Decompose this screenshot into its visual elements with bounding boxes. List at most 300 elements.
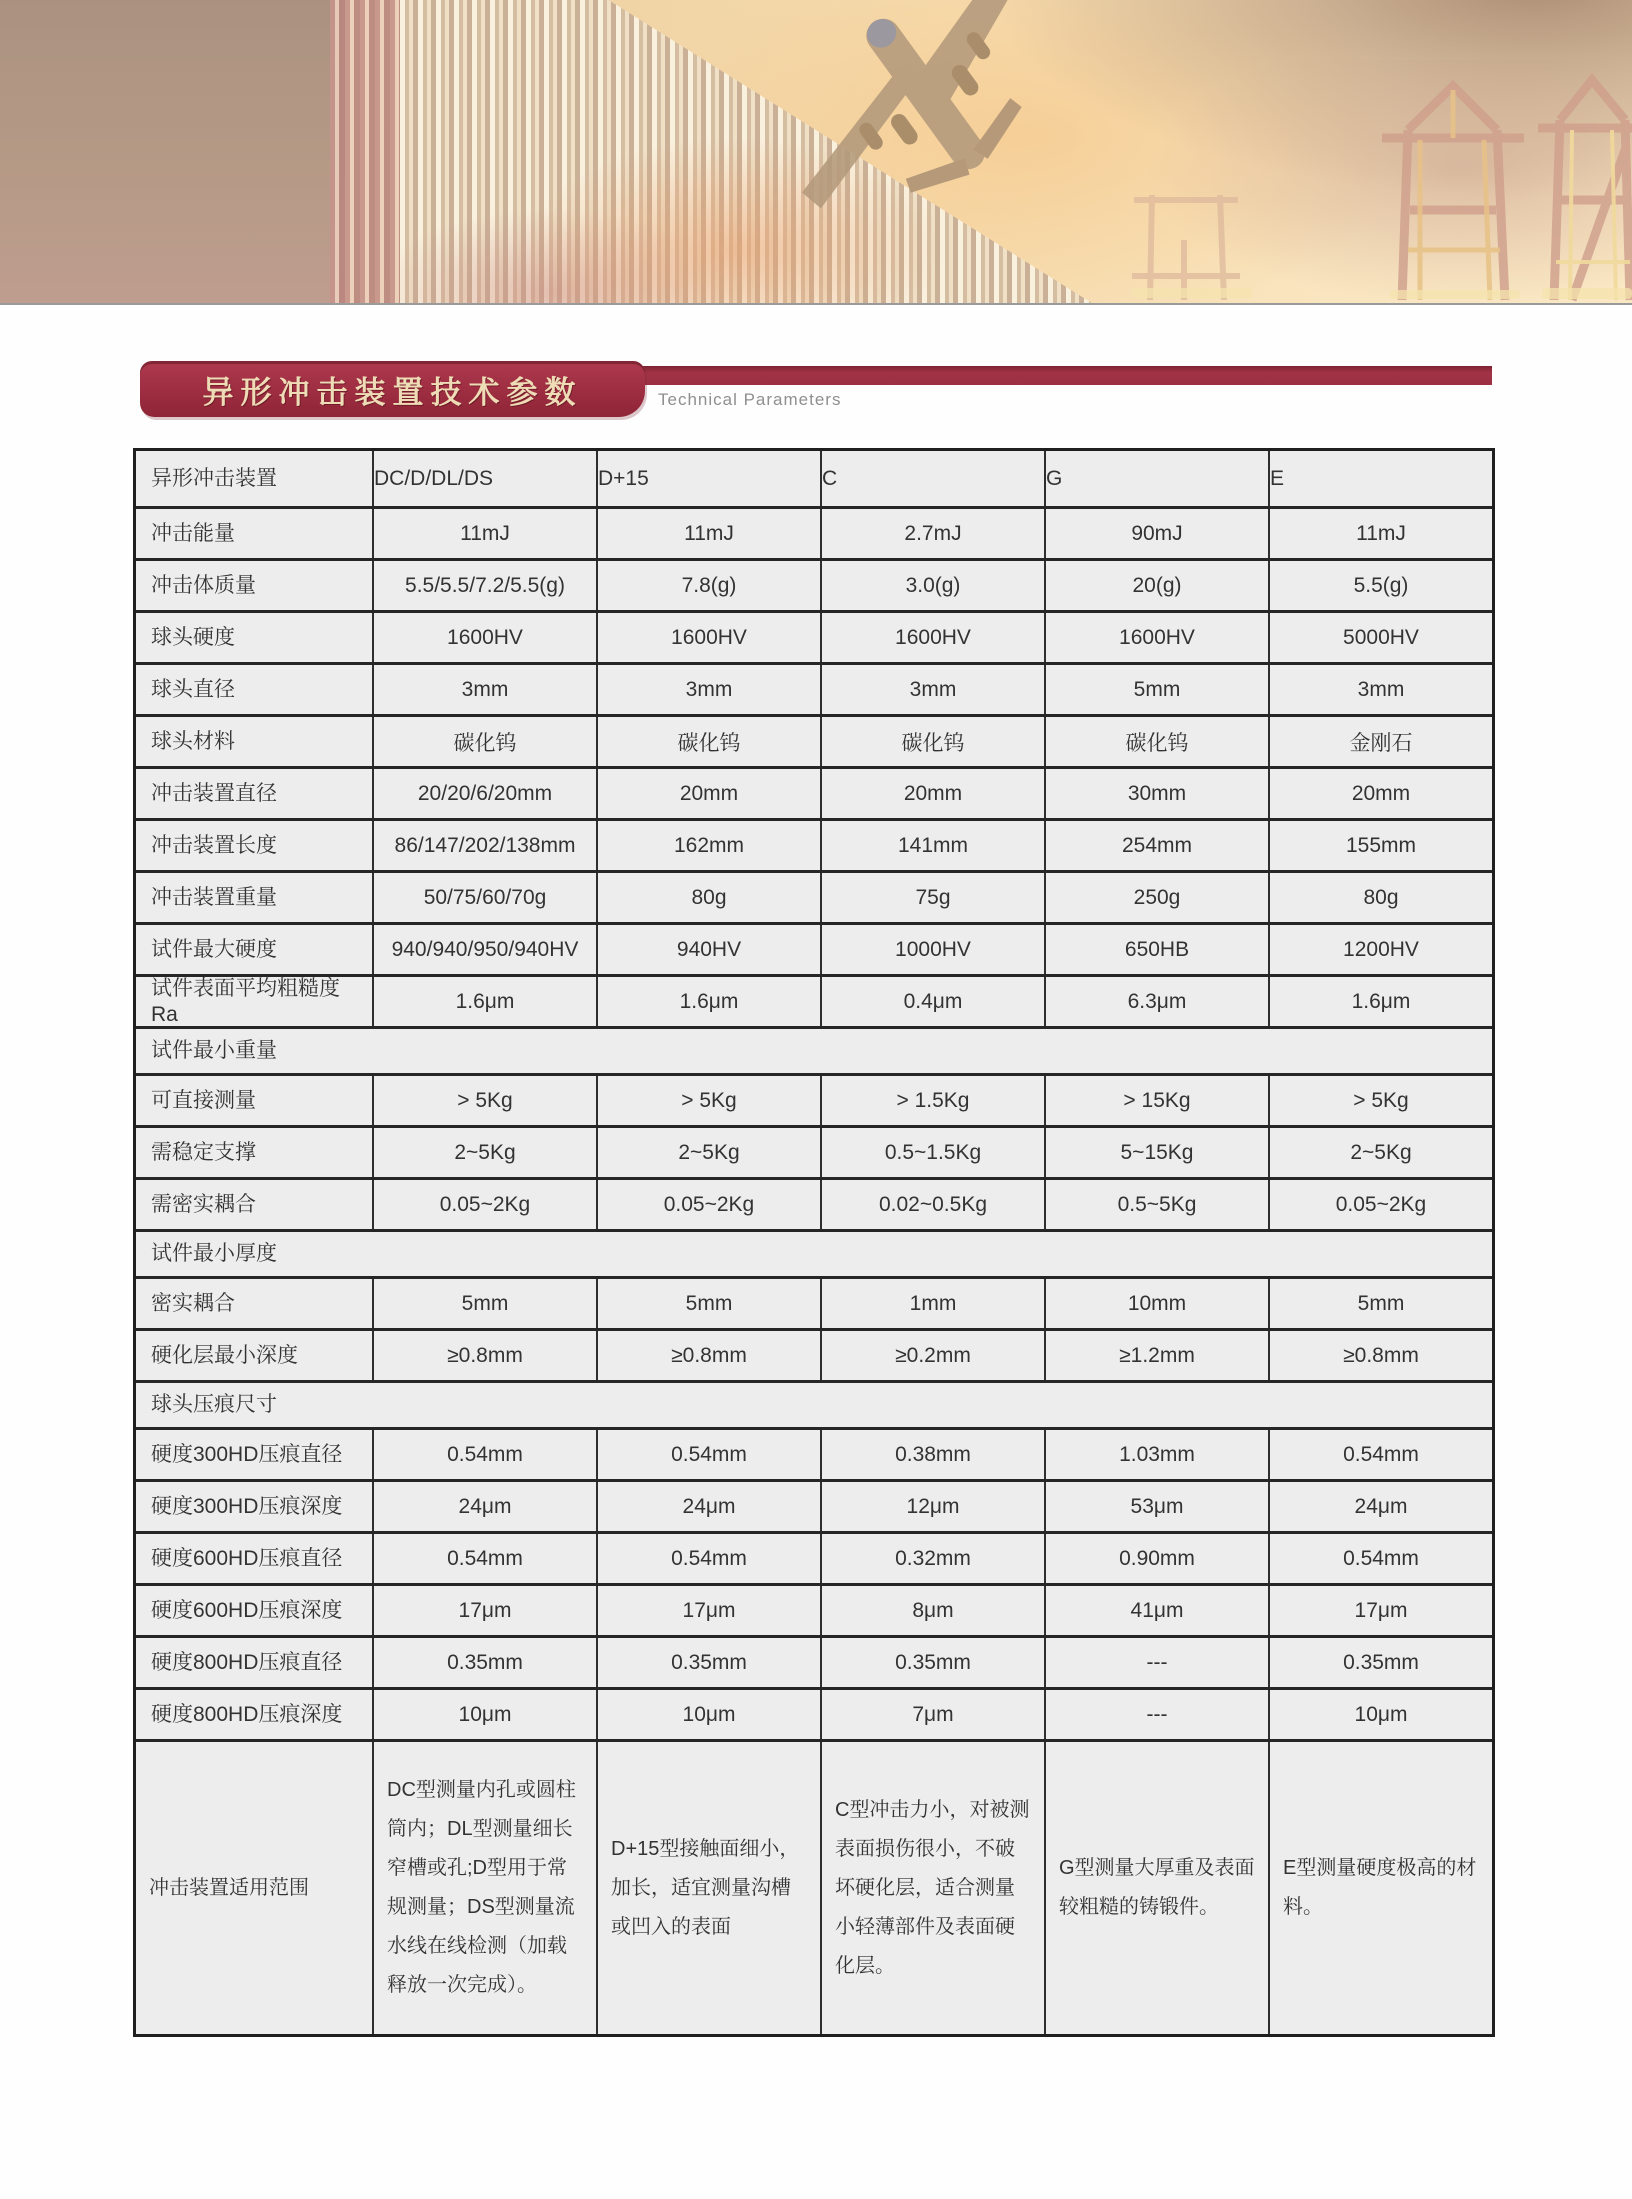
table-cell — [372, 1742, 596, 2034]
table-cell-text: 254mm — [1121, 833, 1193, 857]
table-cell — [596, 1331, 820, 1380]
airplane-icon — [775, 0, 1105, 252]
table-row — [136, 1076, 1492, 1128]
table-cell — [1268, 1279, 1492, 1328]
table-cell-text: 0.35mm — [671, 1650, 747, 1674]
section-label — [136, 1232, 1492, 1276]
row-label-text: 可直接测量 — [151, 1088, 256, 1112]
table-cell — [596, 821, 820, 870]
row-label-text: 密实耦合 — [151, 1291, 235, 1315]
table-cell-text: 0.54mm — [447, 1442, 523, 1466]
table-cell-text: 1.6μm — [1351, 989, 1411, 1013]
table-cell-text: 10μm — [682, 1702, 736, 1726]
table-cell — [372, 821, 596, 870]
table-cell — [596, 1586, 820, 1635]
table-cell-text: 碳化钨 — [1125, 731, 1189, 755]
header-photo — [0, 0, 1632, 305]
table-row — [136, 561, 1492, 613]
table-cell — [1268, 1586, 1492, 1635]
table-cell-text: 5mm — [461, 1291, 509, 1315]
table-cell-text: 1600HV — [1119, 625, 1195, 649]
table-cell-text: 940/940/950/940HV — [391, 937, 579, 961]
row-label-text: 球头直径 — [151, 677, 235, 701]
table-cell-text: 0.05~2Kg — [1335, 1192, 1427, 1216]
table-cell — [1044, 769, 1268, 818]
row-label-text: 硬度600HD压痕深度 — [151, 1598, 343, 1622]
table-row — [136, 1128, 1492, 1180]
table-row — [136, 873, 1492, 925]
table-cell — [372, 1128, 596, 1177]
table-cell-text: 碳化钨 — [453, 731, 517, 755]
table-cell — [1044, 977, 1268, 1026]
table-cell-text: 5mm — [1357, 1291, 1405, 1315]
table-cell-text: 17μm — [458, 1598, 512, 1622]
table-row — [136, 821, 1492, 873]
container-wall-graphic — [0, 0, 345, 305]
row-label — [136, 509, 372, 558]
table-cell-text: C型冲击力小，对被测表面损伤很小，不破坏硬化层，适合测量小轻薄部件及表面硬化层。 — [835, 1798, 1030, 1977]
table-row — [136, 1534, 1492, 1586]
table-cell-text: 3.0(g) — [905, 573, 961, 597]
table-cell-text: ≥0.8mm — [671, 1343, 747, 1367]
row-label — [136, 1430, 372, 1479]
row-label-text: 硬度600HD压痕直径 — [151, 1546, 343, 1570]
table-cell-text: 50/75/60/70g — [423, 885, 547, 909]
table-cell — [1044, 509, 1268, 558]
table-cell — [1268, 1638, 1492, 1687]
table-cell — [596, 1128, 820, 1177]
row-label-text: 球头材料 — [151, 729, 235, 753]
table-cell-text: 86/147/202/138mm — [394, 833, 576, 857]
table-cell — [596, 1076, 820, 1125]
table-cell-text: E型测量硬度极高的材料。 — [1283, 1857, 1477, 1918]
table-cell-text: 1.6μm — [679, 989, 739, 1013]
table-row — [136, 509, 1492, 561]
table-cell-text: 155mm — [1345, 833, 1417, 857]
table-cell — [1268, 1331, 1492, 1380]
table-cell — [372, 925, 596, 974]
table-cell — [372, 873, 596, 922]
table-cell — [820, 665, 1044, 714]
table-row — [136, 1279, 1492, 1331]
table-cell-text: > 5Kg — [1353, 1088, 1409, 1112]
table-cell — [372, 1076, 596, 1125]
table-cell-text: 24μm — [682, 1494, 736, 1518]
table-cell — [1268, 509, 1492, 558]
table-cell — [596, 873, 820, 922]
table-cell-text: > 5Kg — [457, 1088, 513, 1112]
table-cell — [372, 509, 596, 558]
section-label-text: 试件最小重量 — [151, 1039, 277, 1063]
table-cell — [820, 1586, 1044, 1635]
table-cell-text: 0.90mm — [1119, 1546, 1195, 1570]
table-cell — [1044, 1076, 1268, 1125]
row-label-text: 需稳定支撑 — [151, 1140, 256, 1164]
table-cell — [596, 665, 820, 714]
table-cell-text: 1600HV — [895, 625, 971, 649]
table-row — [136, 1482, 1492, 1534]
table-row — [136, 1331, 1492, 1383]
table-cell-text: 0.35mm — [447, 1650, 523, 1674]
column-header — [1044, 451, 1268, 506]
table-cell — [1044, 821, 1268, 870]
section-label — [136, 1383, 1492, 1427]
table-row — [136, 613, 1492, 665]
table-cell-text: > 1.5Kg — [896, 1088, 970, 1112]
table-cell-text: 10μm — [1354, 1702, 1408, 1726]
table-cell-text: 7μm — [912, 1702, 954, 1726]
table-cell-text: 0.32mm — [895, 1546, 971, 1570]
row-label — [136, 1586, 372, 1635]
table-cell-text: 3mm — [461, 677, 509, 701]
table-cell — [1268, 1128, 1492, 1177]
table-row — [136, 925, 1492, 977]
table-cell-text: 5~15Kg — [1120, 1140, 1194, 1164]
port-cranes-icon — [1072, 0, 1632, 305]
table-cell-text: 金刚石 — [1349, 731, 1413, 755]
section-label-text: 球头压痕尺寸 — [151, 1393, 277, 1417]
table-cell — [1268, 1482, 1492, 1531]
table-section-row — [136, 1232, 1492, 1279]
table-cell-text: 1mm — [909, 1291, 957, 1315]
table-cell — [596, 1742, 820, 2034]
table-cell — [596, 1690, 820, 1739]
table-cell-text: 24μm — [1354, 1494, 1408, 1518]
table-cell-text: 0.35mm — [895, 1650, 971, 1674]
table-cell — [1268, 821, 1492, 870]
table-cell — [820, 1331, 1044, 1380]
table-cell-text: 0.54mm — [1343, 1546, 1419, 1570]
table-cell — [1044, 613, 1268, 662]
column-header — [820, 451, 1044, 506]
table-cell-text: --- — [1146, 1702, 1168, 1726]
table-cell — [1044, 561, 1268, 610]
table-cell — [1044, 1482, 1268, 1531]
column-header — [1268, 451, 1492, 506]
table-cell-text: 2.7mJ — [904, 521, 962, 545]
table-cell — [1268, 1180, 1492, 1229]
table-cell — [820, 925, 1044, 974]
table-cell — [372, 1180, 596, 1229]
table-cell — [1268, 665, 1492, 714]
table-cell — [1268, 977, 1492, 1026]
table-cell — [372, 1638, 596, 1687]
table-row — [136, 769, 1492, 821]
table-cell — [1268, 613, 1492, 662]
table-cell — [1044, 665, 1268, 714]
table-cell-text: 碳化钨 — [901, 731, 965, 755]
table-cell-text: 2~5Kg — [678, 1140, 740, 1164]
table-cell — [1268, 925, 1492, 974]
table-cell-text: 1.03mm — [1119, 1442, 1195, 1466]
row-label-text: 冲击装置重量 — [151, 885, 277, 909]
table-cell — [1268, 1430, 1492, 1479]
table-cell — [1268, 873, 1492, 922]
table-cell — [820, 1430, 1044, 1479]
section-subtitle: Technical Parameters — [658, 390, 842, 409]
table-cell-text: > 5Kg — [681, 1088, 737, 1112]
parameters-table — [133, 448, 1495, 2037]
table-cell-text: 0.02~0.5Kg — [878, 1192, 987, 1216]
table-cell — [596, 925, 820, 974]
table-cell-text: 1600HV — [671, 625, 747, 649]
table-cell — [596, 561, 820, 610]
table-row — [136, 717, 1492, 769]
table-cell-text: 80g — [1363, 885, 1399, 909]
table-cell-text: 0.35mm — [1343, 1650, 1419, 1674]
table-cell — [596, 1482, 820, 1531]
table-cell-text: 5000HV — [1343, 625, 1419, 649]
table-cell — [372, 1279, 596, 1328]
table-cell-text: 141mm — [897, 833, 969, 857]
table-cell — [596, 1638, 820, 1687]
table-row — [136, 451, 1492, 509]
table-section-row — [136, 1029, 1492, 1076]
column-header — [372, 451, 596, 506]
table-cell-text: 0.4μm — [903, 989, 963, 1013]
row-label-text: 硬度800HD压痕深度 — [151, 1702, 343, 1726]
table-cell-text: 8μm — [912, 1598, 954, 1622]
table-row — [136, 665, 1492, 717]
table-cell — [1268, 1076, 1492, 1125]
table-cell-text: ≥1.2mm — [1119, 1343, 1195, 1367]
table-cell-text: 24μm — [458, 1494, 512, 1518]
row-label-text: 需密实耦合 — [151, 1192, 256, 1216]
table-cell — [596, 717, 820, 766]
table-cell — [1044, 1534, 1268, 1583]
table-row — [136, 1690, 1492, 1742]
table-cell-text: 1000HV — [895, 937, 971, 961]
table-cell-text: 0.54mm — [671, 1442, 747, 1466]
table-cell-text: 30mm — [1127, 781, 1187, 805]
row-label-text: 球头硬度 — [151, 625, 235, 649]
row-label — [136, 977, 372, 1026]
table-cell — [1044, 1690, 1268, 1739]
table-cell — [372, 665, 596, 714]
table-cell-text: 0.54mm — [1343, 1442, 1419, 1466]
table-cell — [372, 613, 596, 662]
table-cell — [820, 821, 1044, 870]
table-cell-text: 250g — [1133, 885, 1181, 909]
table-cell-text: 90mJ — [1131, 521, 1183, 545]
table-cell — [1044, 925, 1268, 974]
table-cell — [820, 613, 1044, 662]
table-cell-text: 12μm — [906, 1494, 960, 1518]
table-cell — [596, 1430, 820, 1479]
table-cell — [1044, 1331, 1268, 1380]
table-cell-text: 940HV — [676, 937, 742, 961]
table-cell-text: 17μm — [1354, 1598, 1408, 1622]
table-cell-text: 20mm — [679, 781, 739, 805]
table-cell — [820, 977, 1044, 1026]
table-row — [136, 1638, 1492, 1690]
table-cell — [596, 1279, 820, 1328]
table-cell-text: 0.5~5Kg — [1117, 1192, 1197, 1216]
table-cell-text: 75g — [915, 885, 951, 909]
table-cell-text: 53μm — [1130, 1494, 1184, 1518]
row-label-text: 试件最大硬度 — [151, 937, 277, 961]
table-cell-text: 3mm — [909, 677, 957, 701]
table-cell-text: 0.54mm — [671, 1546, 747, 1570]
table-cell-text: 17μm — [682, 1598, 736, 1622]
section-title: 异形冲击装置技术参数 — [202, 374, 583, 411]
table-cell-text: 2~5Kg — [1350, 1140, 1412, 1164]
column-header-text: G — [1046, 466, 1063, 490]
table-row — [136, 1586, 1492, 1638]
row-label — [136, 873, 372, 922]
row-label-text: 冲击体质量 — [151, 573, 256, 597]
row-label-text: 硬度800HD压痕直径 — [151, 1650, 343, 1674]
table-cell — [1044, 1586, 1268, 1635]
column-header-text: D+15 — [598, 466, 649, 490]
row-label-text: 冲击装置长度 — [151, 833, 277, 857]
table-cell-text: 11mJ — [460, 521, 510, 545]
table-cell — [820, 561, 1044, 610]
table-cell-text: 5.5(g) — [1353, 573, 1409, 597]
table-cell — [820, 1534, 1044, 1583]
table-cell — [372, 1482, 596, 1531]
row-label-text: 冲击装置直径 — [151, 781, 277, 805]
row-label — [136, 1690, 372, 1739]
table-cell — [1044, 717, 1268, 766]
table-cell — [820, 1180, 1044, 1229]
table-cell-text: 80g — [691, 885, 727, 909]
table-cell — [1044, 1279, 1268, 1328]
table-row — [136, 1180, 1492, 1232]
row-label — [136, 665, 372, 714]
table-cell-text: 2~5Kg — [454, 1140, 516, 1164]
table-cell — [820, 509, 1044, 558]
row-label — [136, 613, 372, 662]
table-cell — [820, 1128, 1044, 1177]
table-cell — [1044, 1742, 1268, 2034]
table-cell-text: ≥0.8mm — [447, 1343, 523, 1367]
table-cell — [372, 1586, 596, 1635]
table-cell-text: 650HB — [1124, 937, 1190, 961]
row-label — [136, 925, 372, 974]
row-label — [136, 451, 372, 506]
table-cell — [372, 1430, 596, 1479]
table-row — [136, 1742, 1492, 2034]
row-label — [136, 1331, 372, 1380]
table-cell — [372, 977, 596, 1026]
row-label — [136, 561, 372, 610]
section-label — [136, 1029, 1492, 1073]
table-cell-text: 20mm — [1351, 781, 1411, 805]
table-cell-text: 5.5/5.5/7.2/5.5(g) — [405, 573, 565, 597]
table-cell — [820, 769, 1044, 818]
table-cell — [820, 717, 1044, 766]
table-cell — [820, 1076, 1044, 1125]
table-cell — [820, 1279, 1044, 1328]
row-label — [136, 1180, 372, 1229]
table-row — [136, 1430, 1492, 1482]
table-section-row — [136, 1383, 1492, 1430]
table-cell — [596, 1534, 820, 1583]
row-label — [136, 1638, 372, 1687]
table-cell — [372, 1690, 596, 1739]
table-cell-text: 1.6μm — [455, 989, 515, 1013]
table-cell-text: 3mm — [685, 677, 733, 701]
table-cell-text: D+15型接触面细小，加长，适宜测量沟槽或凹入的表面 — [611, 1837, 800, 1938]
row-label — [136, 717, 372, 766]
table-cell-text: 0.5~1.5Kg — [884, 1140, 982, 1164]
table-cell-text: 6.3μm — [1127, 989, 1187, 1013]
table-cell-text: ≥0.2mm — [895, 1343, 971, 1367]
row-label — [136, 1482, 372, 1531]
section-title-banner — [140, 361, 645, 417]
column-header-text: E — [1270, 466, 1285, 490]
column-header-text: C — [822, 466, 838, 490]
table-cell — [820, 1638, 1044, 1687]
table-cell-text: 5mm — [685, 1291, 733, 1315]
table-cell-text: 20mm — [903, 781, 963, 805]
table-cell-text: 20(g) — [1132, 573, 1182, 597]
table-cell — [1268, 1690, 1492, 1739]
table-cell — [1268, 1742, 1492, 2034]
row-label — [136, 1128, 372, 1177]
table-cell — [1268, 769, 1492, 818]
row-label — [136, 1076, 372, 1125]
table-cell-text: 0.05~2Kg — [663, 1192, 755, 1216]
row-label-text: 冲击装置适用范围 — [149, 1876, 309, 1899]
column-header — [596, 451, 820, 506]
table-cell — [372, 717, 596, 766]
table-cell-text: 1200HV — [1343, 937, 1419, 961]
table-cell-text: 20/20/6/20mm — [417, 781, 553, 805]
table-cell — [820, 1690, 1044, 1739]
table-cell — [596, 977, 820, 1026]
table-cell-text: 41μm — [1130, 1598, 1184, 1622]
table-cell-text: 1600HV — [447, 625, 523, 649]
table-cell-text: DC型测量内孔或圆柱筒内；DL型测量细长窄槽或孔;D型用于常规测量；DS型测量流水线在线检测（加载释放一次完成）。 — [387, 1779, 576, 1996]
table-cell-text: 碳化钨 — [677, 731, 741, 755]
table-cell — [1044, 1638, 1268, 1687]
table-cell — [372, 1534, 596, 1583]
table-cell — [1044, 1128, 1268, 1177]
table-cell-text: ≥0.8mm — [1343, 1343, 1419, 1367]
table-cell — [372, 769, 596, 818]
table-cell — [1268, 561, 1492, 610]
table-cell-text: 0.38mm — [895, 1442, 971, 1466]
table-cell — [1268, 1534, 1492, 1583]
table-cell-text: 3mm — [1357, 677, 1405, 701]
table-cell — [1044, 873, 1268, 922]
row-label-text: 硬度300HD压痕直径 — [151, 1442, 343, 1466]
section-label-text: 试件最小厚度 — [151, 1242, 277, 1266]
table-cell — [1044, 1180, 1268, 1229]
row-label — [136, 1534, 372, 1583]
table-cell-text: 11mJ — [1356, 521, 1406, 545]
row-label-text: 冲击能量 — [151, 521, 235, 545]
table-cell — [596, 613, 820, 662]
table-cell — [596, 509, 820, 558]
table-cell-text: 7.8(g) — [681, 573, 737, 597]
table-cell-text: 0.54mm — [447, 1546, 523, 1570]
table-cell-text: --- — [1146, 1650, 1168, 1674]
table-cell — [1268, 717, 1492, 766]
row-label-text: 异形冲击装置 — [151, 466, 277, 490]
table-cell-text: G型测量大厚重及表面较粗糙的铸锻件。 — [1059, 1857, 1255, 1918]
table-cell-text: 10μm — [458, 1702, 512, 1726]
row-label-text: 试件表面平均粗糙度Ra — [151, 977, 340, 1026]
table-row — [136, 977, 1492, 1029]
row-label — [136, 821, 372, 870]
table-cell-text: 0.05~2Kg — [439, 1192, 531, 1216]
table-cell — [820, 873, 1044, 922]
table-cell — [596, 769, 820, 818]
table-cell-text: 162mm — [673, 833, 745, 857]
